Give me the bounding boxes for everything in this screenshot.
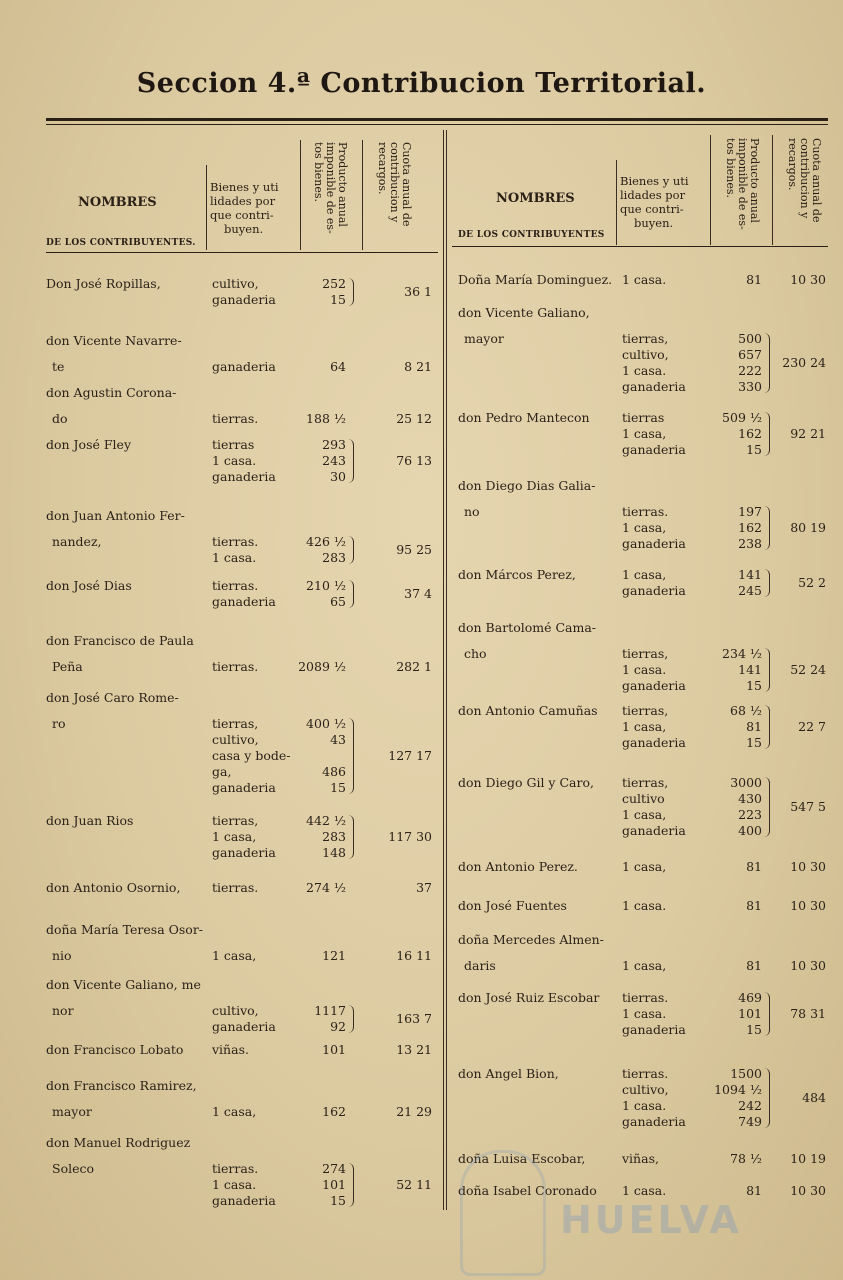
producto-value: 101 bbox=[322, 1042, 346, 1057]
contribuyente-name: nor bbox=[52, 1003, 74, 1018]
producto-value: 223 bbox=[738, 807, 762, 822]
cuota-value: 547 5 bbox=[790, 799, 826, 814]
grouping-brace bbox=[348, 536, 354, 564]
header-nombres-right: NOMBRES bbox=[496, 191, 575, 206]
contribuyente-name: ro bbox=[52, 716, 66, 731]
bien-label: 1 casa, bbox=[212, 948, 257, 963]
header-producto-right bbox=[724, 138, 760, 230]
producto-value: 81 bbox=[746, 958, 762, 973]
contribuyente-name: doña María Teresa Osor- bbox=[46, 922, 204, 937]
contribuyente-name: don José Dias bbox=[46, 578, 132, 593]
bien-label: tierras, bbox=[212, 813, 259, 828]
cuota-value: 52 11 bbox=[396, 1177, 432, 1192]
grouping-brace bbox=[764, 569, 770, 597]
header-de-los-left: DE LOS CONTRIBUYENTES. bbox=[46, 238, 196, 248]
header-producto-line: imponible de es- bbox=[736, 138, 749, 230]
header-producto-line: Producto anual bbox=[336, 142, 349, 227]
bien-label: ganaderia bbox=[622, 823, 686, 838]
contribuyente-name: cho bbox=[464, 646, 487, 661]
bien-label: cultivo, bbox=[212, 1003, 259, 1018]
bien-label: 1 casa. bbox=[622, 363, 667, 378]
producto-value: 274 bbox=[322, 1161, 346, 1176]
bien-label: 1 casa. bbox=[212, 1177, 257, 1192]
bien-label: cultivo, bbox=[622, 347, 669, 362]
header-producto-line: tos bienes. bbox=[312, 142, 325, 202]
producto-value: 141 bbox=[738, 662, 762, 677]
contribuyente-name: Peña bbox=[52, 659, 83, 674]
header-bienes-line: lidades por bbox=[620, 188, 686, 202]
contribuyente-name: don Juan Antonio Fer- bbox=[46, 508, 185, 523]
grouping-brace bbox=[348, 1005, 354, 1033]
bien-label: 1 casa, bbox=[622, 567, 667, 582]
producto-value: 426 ½ bbox=[306, 534, 346, 549]
producto-value: 442 ½ bbox=[306, 813, 346, 828]
cuota-value: 10 30 bbox=[790, 958, 826, 973]
bien-label: ganaderia bbox=[212, 594, 276, 609]
bien-label: 1 casa. bbox=[212, 453, 257, 468]
header-cuota-line: contribucion y bbox=[798, 138, 811, 219]
contribuyente-name: mayor bbox=[52, 1104, 92, 1119]
producto-value: 15 bbox=[746, 442, 762, 457]
contribuyente-name: nandez, bbox=[52, 534, 102, 549]
header-producto-line: tos bienes. bbox=[724, 138, 737, 198]
contribuyente-name: don Pedro Mantecon bbox=[458, 410, 590, 425]
cuota-value: 117 30 bbox=[388, 829, 432, 844]
cuota-value: 10 30 bbox=[790, 859, 826, 874]
producto-value: 293 bbox=[322, 437, 346, 452]
contribuyente-name: no bbox=[464, 504, 480, 519]
producto-value: 1500 bbox=[730, 1066, 762, 1081]
contribuyente-name: don José Fley bbox=[46, 437, 132, 452]
producto-value: 243 bbox=[322, 453, 346, 468]
bien-label: ga, bbox=[212, 764, 232, 779]
cuota-value: 10 19 bbox=[790, 1151, 826, 1166]
producto-value: 92 bbox=[330, 1019, 346, 1034]
producto-value: 81 bbox=[746, 898, 762, 913]
bien-label: cultivo, bbox=[622, 1082, 669, 1097]
grouping-brace bbox=[348, 815, 354, 859]
contribuyente-name: don Diego Gil y Caro, bbox=[458, 775, 594, 790]
cuota-value: 36 1 bbox=[404, 284, 432, 299]
producto-value: 197 bbox=[738, 504, 762, 519]
bien-label: viñas. bbox=[212, 1042, 249, 1057]
bien-label: ganaderia bbox=[622, 583, 686, 598]
watermark: HUELVA bbox=[560, 1198, 742, 1242]
producto-value: 78 ½ bbox=[730, 1151, 762, 1166]
header-divider bbox=[710, 135, 711, 245]
producto-value: 81 bbox=[746, 1183, 762, 1198]
grouping-brace bbox=[348, 278, 354, 306]
producto-value: 141 bbox=[738, 567, 762, 582]
producto-value: 101 bbox=[738, 1006, 762, 1021]
producto-value: 1117 bbox=[314, 1003, 346, 1018]
contribuyente-name: Soleco bbox=[52, 1161, 95, 1176]
header-bienes-line: buyen. bbox=[634, 216, 674, 230]
header-divider bbox=[362, 140, 363, 250]
bien-label: tierras. bbox=[212, 880, 259, 895]
bien-label: tierras. bbox=[212, 534, 259, 549]
bien-label: tierras. bbox=[212, 411, 259, 426]
bien-label: cultivo, bbox=[212, 276, 259, 291]
header-bienes-right bbox=[620, 174, 689, 230]
producto-value: 3000 bbox=[730, 775, 762, 790]
header-rule-left bbox=[46, 252, 438, 253]
cuota-value: 230 24 bbox=[782, 355, 826, 370]
header-cuota-left bbox=[376, 142, 412, 226]
header-divider bbox=[300, 140, 301, 250]
bien-label: 1 casa. bbox=[622, 1183, 667, 1198]
bien-label: 1 casa. bbox=[622, 1006, 667, 1021]
bien-label: tierras bbox=[212, 437, 255, 452]
header-cuota-line: recargos. bbox=[786, 138, 799, 191]
producto-value: 30 bbox=[330, 469, 346, 484]
producto-value: 234 ½ bbox=[722, 646, 762, 661]
producto-value: 500 bbox=[738, 331, 762, 346]
contribuyente-name: daris bbox=[464, 958, 496, 973]
producto-value: 210 ½ bbox=[306, 578, 346, 593]
grouping-brace bbox=[764, 506, 770, 550]
bien-label: tierras bbox=[622, 410, 665, 425]
producto-value: 162 bbox=[738, 520, 762, 535]
producto-value: 81 bbox=[746, 272, 762, 287]
header-cuota-line: recargos. bbox=[376, 142, 389, 195]
contribuyente-name: don Antonio Perez. bbox=[458, 859, 578, 874]
grouping-brace bbox=[764, 412, 770, 456]
cuota-value: 95 25 bbox=[396, 542, 432, 557]
producto-value: 15 bbox=[330, 780, 346, 795]
producto-value: 162 bbox=[738, 426, 762, 441]
top-rule-thin bbox=[46, 124, 828, 125]
producto-value: 121 bbox=[322, 948, 346, 963]
producto-value: 15 bbox=[746, 1022, 762, 1037]
cuota-value: 16 11 bbox=[396, 948, 432, 963]
bien-label: 1 casa. bbox=[212, 550, 257, 565]
cuota-value: 92 21 bbox=[790, 426, 826, 441]
producto-value: 81 bbox=[746, 719, 762, 734]
producto-value: 15 bbox=[746, 678, 762, 693]
contribuyente-name: don Vicente Navarre- bbox=[46, 333, 182, 348]
cuota-value: 80 19 bbox=[790, 520, 826, 535]
producto-value: 68 ½ bbox=[730, 703, 762, 718]
contribuyente-name: do bbox=[52, 411, 68, 426]
cuota-value: 78 31 bbox=[790, 1006, 826, 1021]
bien-label: ganaderia bbox=[622, 442, 686, 457]
header-cuota-right bbox=[786, 138, 822, 222]
header-divider bbox=[772, 135, 773, 245]
page-title: Seccion 4.ª Contribucion Territorial. bbox=[136, 68, 707, 99]
bien-label: tierras. bbox=[212, 1161, 259, 1176]
bien-label: ganaderia bbox=[212, 1019, 276, 1034]
header-bienes-left bbox=[210, 180, 279, 236]
header-producto-line: imponible de es- bbox=[324, 142, 337, 234]
producto-value: 222 bbox=[738, 363, 762, 378]
contribuyente-name: don Vicente Galiano, me bbox=[46, 977, 201, 992]
producto-value: 430 bbox=[738, 791, 762, 806]
header-bienes-line: Bienes y uti bbox=[620, 174, 689, 188]
grouping-brace bbox=[764, 648, 770, 692]
archive-seal bbox=[460, 1150, 546, 1276]
grouping-brace bbox=[764, 705, 770, 749]
bien-label: 1 casa. bbox=[622, 272, 667, 287]
producto-value: 657 bbox=[738, 347, 762, 362]
producto-value: 162 bbox=[322, 1104, 346, 1119]
producto-value: 238 bbox=[738, 536, 762, 551]
producto-value: 65 bbox=[330, 594, 346, 609]
bien-label: tierras. bbox=[622, 990, 669, 1005]
producto-value: 81 bbox=[746, 859, 762, 874]
producto-value: 274 ½ bbox=[306, 880, 346, 895]
producto-value: 2089 ½ bbox=[298, 659, 346, 674]
contribuyente-name: don José Ruiz Escobar bbox=[458, 990, 600, 1005]
producto-value: 188 ½ bbox=[306, 411, 346, 426]
bien-label: ganaderia bbox=[622, 1114, 686, 1129]
bien-label: 1 casa. bbox=[622, 898, 667, 913]
contribuyente-name: don Francisco de Paula bbox=[46, 633, 194, 648]
contribuyente-name: don Diego Dias Galia- bbox=[458, 478, 596, 493]
cuota-value: 25 12 bbox=[396, 411, 432, 426]
cuota-value: 10 30 bbox=[790, 272, 826, 287]
bien-label: cultivo bbox=[622, 791, 665, 806]
producto-value: 283 bbox=[322, 829, 346, 844]
bien-label: tierras, bbox=[622, 703, 669, 718]
bien-label: 1 casa, bbox=[622, 859, 667, 874]
grouping-brace bbox=[764, 777, 770, 837]
bien-label: 1 casa, bbox=[622, 520, 667, 535]
bien-label: tierras. bbox=[622, 504, 669, 519]
producto-value: 15 bbox=[330, 1193, 346, 1208]
bien-label: 1 casa, bbox=[622, 426, 667, 441]
producto-value: 101 bbox=[322, 1177, 346, 1192]
center-divider bbox=[443, 130, 444, 1210]
producto-value: 486 bbox=[322, 764, 346, 779]
producto-value: 43 bbox=[330, 732, 346, 747]
bien-label: viñas, bbox=[622, 1151, 659, 1166]
bien-label: 1 casa, bbox=[212, 829, 257, 844]
contribuyente-name: don Vicente Galiano, bbox=[458, 305, 590, 320]
contribuyente-name: don Manuel Rodriguez bbox=[46, 1135, 191, 1150]
cuota-value: 163 7 bbox=[396, 1011, 432, 1026]
bien-label: tierras, bbox=[212, 716, 259, 731]
cuota-value: 282 1 bbox=[396, 659, 432, 674]
header-bienes-line: lidades por bbox=[210, 194, 276, 208]
cuota-value: 10 30 bbox=[790, 1183, 826, 1198]
contribuyente-name: Don José Ropillas, bbox=[46, 276, 161, 291]
contribuyente-name: don Bartolomé Cama- bbox=[458, 620, 597, 635]
bien-label: ganaderia bbox=[622, 735, 686, 750]
grouping-brace bbox=[764, 333, 770, 393]
contribuyente-name: don Agustin Corona- bbox=[46, 385, 177, 400]
header-bienes-line: que contri- bbox=[620, 202, 684, 216]
grouping-brace bbox=[348, 718, 354, 794]
contribuyente-name: don José Fuentes bbox=[458, 898, 567, 913]
bien-label: ganaderia bbox=[622, 379, 686, 394]
grouping-brace bbox=[764, 1068, 770, 1128]
bien-label: ganaderia bbox=[212, 780, 276, 795]
bien-label: tierras, bbox=[622, 775, 669, 790]
bien-label: ganaderia bbox=[212, 359, 276, 374]
contribuyente-name: nio bbox=[52, 948, 72, 963]
top-rule bbox=[46, 118, 828, 121]
producto-value: 1094 ½ bbox=[714, 1082, 762, 1097]
producto-value: 330 bbox=[738, 379, 762, 394]
cuota-value: 52 24 bbox=[790, 662, 826, 677]
cuota-value: 37 bbox=[416, 880, 432, 895]
header-rule-right bbox=[452, 246, 828, 247]
producto-value: 469 bbox=[738, 990, 762, 1005]
bien-label: tierras, bbox=[622, 331, 669, 346]
producto-value: 15 bbox=[330, 292, 346, 307]
bien-label: ganaderia bbox=[212, 292, 276, 307]
bien-label: ganaderia bbox=[212, 469, 276, 484]
bien-label: tierras, bbox=[622, 646, 669, 661]
producto-value: 148 bbox=[322, 845, 346, 860]
contribuyente-name: Doña María Dominguez. bbox=[458, 272, 613, 287]
bien-label: tierras. bbox=[622, 1066, 669, 1081]
header-divider bbox=[616, 160, 617, 245]
bien-label: ganaderia bbox=[212, 1193, 276, 1208]
cuota-value: 13 21 bbox=[396, 1042, 432, 1057]
bien-label: 1 casa, bbox=[622, 958, 667, 973]
cuota-value: 52 2 bbox=[798, 575, 826, 590]
bien-label: cultivo, bbox=[212, 732, 259, 747]
producto-value: 252 bbox=[322, 276, 346, 291]
producto-value: 245 bbox=[738, 583, 762, 598]
grouping-brace bbox=[348, 1163, 354, 1207]
producto-value: 400 bbox=[738, 823, 762, 838]
bien-label: ganaderia bbox=[622, 678, 686, 693]
grouping-brace bbox=[348, 580, 354, 608]
bien-label: 1 casa, bbox=[622, 719, 667, 734]
grouping-brace bbox=[764, 992, 770, 1036]
bien-label: tierras. bbox=[212, 578, 259, 593]
producto-value: 509 ½ bbox=[722, 410, 762, 425]
cuota-value: 8 21 bbox=[404, 359, 432, 374]
bien-label: ganaderia bbox=[622, 1022, 686, 1037]
contribuyente-name: don Angel Bion, bbox=[458, 1066, 559, 1081]
cuota-value: 22 7 bbox=[798, 719, 826, 734]
bien-label: ganaderia bbox=[212, 845, 276, 860]
producto-value: 64 bbox=[330, 359, 346, 374]
header-cuota-line: contribucion y bbox=[388, 142, 401, 223]
producto-value: 242 bbox=[738, 1098, 762, 1113]
header-nombres-left: NOMBRES bbox=[78, 195, 157, 210]
bien-label: casa y bode- bbox=[212, 748, 291, 763]
producto-value: 400 ½ bbox=[306, 716, 346, 731]
header-producto-line: Producto anual bbox=[748, 138, 761, 223]
contribuyente-name: don Francisco Ramirez, bbox=[46, 1078, 197, 1093]
contribuyente-name: don José Caro Rome- bbox=[46, 690, 179, 705]
header-bienes-line: que contri- bbox=[210, 208, 274, 222]
contribuyente-name: doña Isabel Coronado bbox=[458, 1183, 597, 1198]
contribuyente-name: doña Luisa Escobar, bbox=[458, 1151, 586, 1166]
contribuyente-name: mayor bbox=[464, 331, 504, 346]
contribuyente-name: te bbox=[52, 359, 65, 374]
bien-label: 1 casa, bbox=[212, 1104, 257, 1119]
contribuyente-name: doña Mercedes Almen- bbox=[458, 932, 604, 947]
header-bienes-line: Bienes y uti bbox=[210, 180, 279, 194]
bien-label: 1 casa, bbox=[622, 807, 667, 822]
cuota-value: 76 13 bbox=[396, 453, 432, 468]
bien-label: tierras. bbox=[212, 659, 259, 674]
contribuyente-name: don Márcos Perez, bbox=[458, 567, 576, 582]
bien-label: 1 casa. bbox=[622, 662, 667, 677]
producto-value: 15 bbox=[746, 735, 762, 750]
cuota-value: 21 29 bbox=[396, 1104, 432, 1119]
header-cuota-line: Cuota anual de bbox=[400, 142, 413, 227]
grouping-brace bbox=[348, 439, 354, 483]
header-divider bbox=[206, 165, 207, 250]
header-bienes-line: buyen. bbox=[224, 222, 264, 236]
contribuyente-name: don Antonio Camuñas bbox=[458, 703, 598, 718]
contribuyente-name: don Juan Rios bbox=[46, 813, 134, 828]
cuota-value: 10 30 bbox=[790, 898, 826, 913]
producto-value: 749 bbox=[738, 1114, 762, 1129]
header-producto-left bbox=[312, 142, 348, 234]
header-de-los-right: DE LOS CONTRIBUYENTES bbox=[458, 230, 605, 240]
cuota-value: 484 bbox=[802, 1090, 826, 1105]
cuota-value: 37 4 bbox=[404, 586, 432, 601]
contribuyente-name: don Francisco Lobato bbox=[46, 1042, 184, 1057]
producto-value: 283 bbox=[322, 550, 346, 565]
center-divider-2 bbox=[446, 130, 447, 1210]
header-cuota-line: Cuota anual de bbox=[810, 138, 823, 223]
bien-label: ganaderia bbox=[622, 536, 686, 551]
cuota-value: 127 17 bbox=[388, 748, 432, 763]
bien-label: 1 casa. bbox=[622, 1098, 667, 1113]
contribuyente-name: don Antonio Osornio, bbox=[46, 880, 181, 895]
